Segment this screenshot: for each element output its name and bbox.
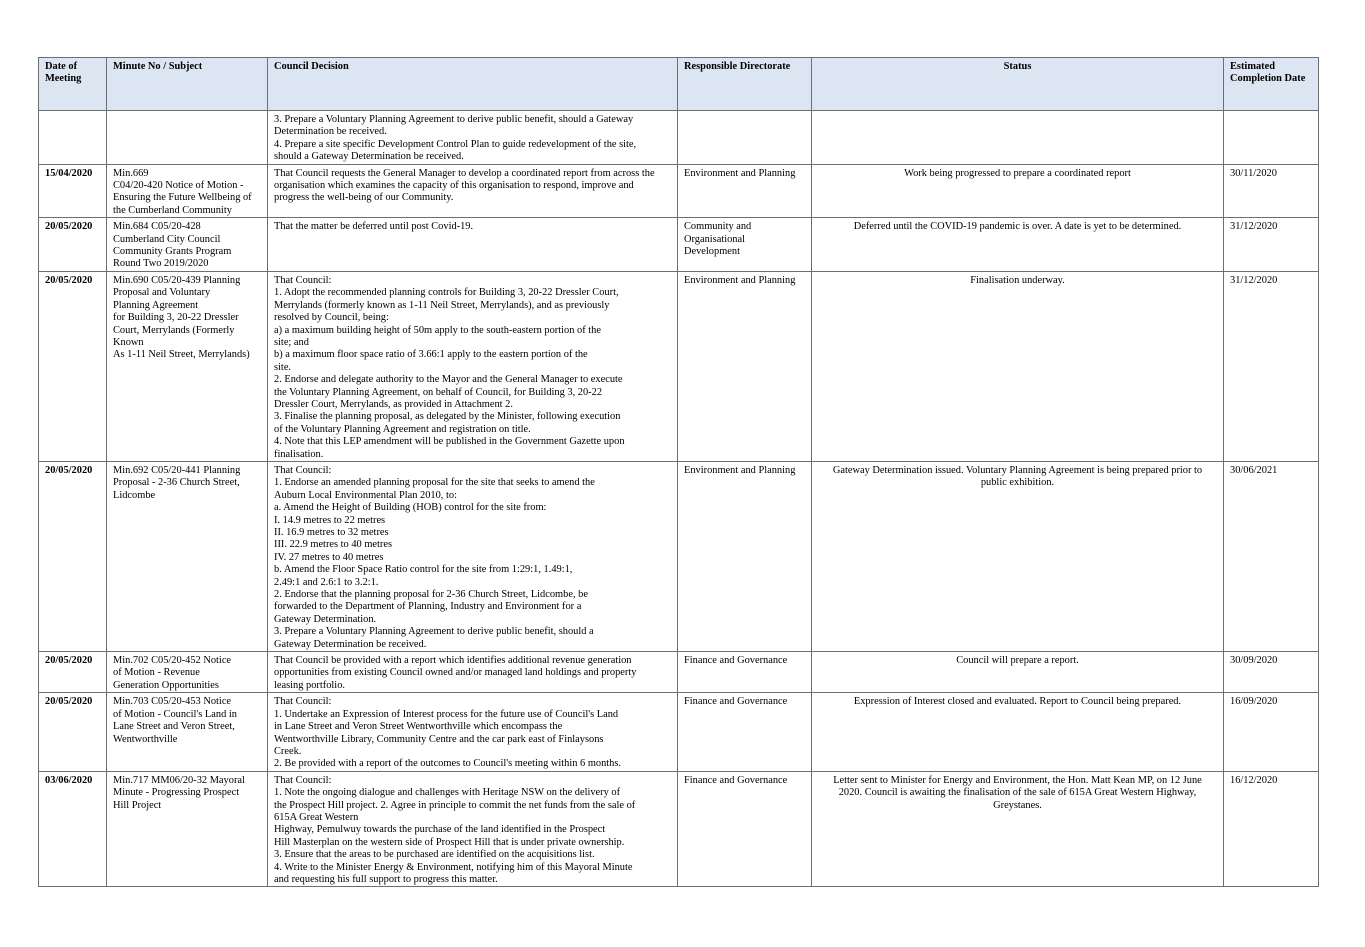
- text-line: II. 16.9 metres to 32 metres: [274, 527, 389, 538]
- text-line: As 1-11 Neil Street, Merrylands): [113, 349, 250, 361]
- text-line: Generation Opportunities: [113, 679, 219, 691]
- text-line: I. 14.9 metres to 22 metres: [274, 514, 386, 526]
- text-line: Min.684 C05/20-428: [113, 221, 201, 233]
- text-line: Planning Agreement: [113, 299, 199, 311]
- status-cell: [812, 111, 1224, 165]
- text-line: for Building 3, 20-22 Dressler: [113, 312, 239, 324]
- text-line: Court, Merrylands (Formerly: [113, 324, 235, 336]
- directorate-cell: [678, 218, 812, 272]
- text-line: 4. Note that this LEP amendment will be published in the Government Gazette upon: [274, 436, 625, 448]
- text-line: finalisation.: [274, 448, 324, 460]
- header-completion-date: Estimated Completion Date: [1224, 58, 1319, 111]
- text-line: Min.690 C05/20-439 Planning: [113, 274, 241, 286]
- text-line: Minute - Progressing Prospect: [113, 787, 240, 799]
- table-row: [39, 111, 1319, 165]
- text-line: progress the well-being of our Community.: [274, 192, 454, 204]
- text-line: of the Voluntary Planning Agreement and registration on title.: [274, 423, 531, 435]
- text-line: of Motion - Revenue: [113, 667, 200, 679]
- meeting-date: 20/05/2020: [45, 221, 93, 233]
- meeting-date: 20/05/2020: [45, 464, 93, 476]
- text-line: Finance and Governance: [684, 655, 788, 667]
- completion-date-cell: [1224, 652, 1319, 693]
- completion-date: 16/12/2020: [1230, 774, 1278, 786]
- text-line: Min.702 C05/20-452 Notice: [113, 655, 232, 667]
- completion-date: 31/12/2020: [1230, 274, 1278, 286]
- text-line: 4. Prepare a site specific Development Control Plan to guide redevelopment of the site,: [274, 138, 637, 150]
- text-line: b) a maximum floor space ratio of 3.66:1 apply to the eastern portion of the: [274, 349, 588, 361]
- minute-subject-cell: [107, 652, 268, 693]
- text-line: Merrylands (formerly known as 1-11 Neil Street, Merrylands), and as previously: [274, 299, 610, 311]
- text-line: Work being progressed to prepare a coordinated report: [904, 167, 1131, 179]
- status-cell: [812, 461, 1224, 651]
- text-line: Wentworthville: [113, 733, 178, 745]
- header-council-decision: Council Decision: [268, 58, 678, 111]
- text-line: should a Gateway Determination be received.: [274, 151, 464, 163]
- text-line: Highway, Pemulwuy towards the purchase of the land identified in the Prospect: [274, 824, 606, 836]
- completion-date: 31/12/2020: [1230, 221, 1278, 233]
- text-line: That Council:: [274, 696, 332, 708]
- text-line: the Voluntary Planning Agreement, on behalf of Council, for Building 3, 20-22: [274, 386, 603, 398]
- council-decision-cell: [268, 652, 678, 693]
- completion-date-cell: [1224, 693, 1319, 771]
- text-line: 2.49:1 and 2.6:1 to 3.2:1.: [274, 576, 379, 588]
- completion-date: 30/11/2020: [1230, 167, 1277, 179]
- text-line: leasing portfolio.: [274, 679, 345, 691]
- text-line: Min.717 MM06/20-32 Mayoral: [113, 774, 245, 786]
- text-line: C04/20-420 Notice of Motion -: [113, 180, 244, 192]
- text-line: Min.703 C05/20-453 Notice: [113, 696, 232, 708]
- text-line: That Council:: [274, 274, 332, 286]
- text-line: and requesting his full support to progress this matter.: [274, 873, 498, 885]
- text-line: Cumberland City Council: [113, 233, 221, 245]
- text-line: Hill Masterplan on the western side of Prospect Hill that is under private ownership.: [274, 836, 625, 848]
- completion-date-cell: [1224, 111, 1319, 165]
- text-line: 4. Write to the Minister Energy & Environment, notifying him of this Mayoral Minute: [274, 861, 633, 873]
- text-line: the Cumberland Community: [113, 204, 232, 216]
- table-row: [39, 461, 1319, 651]
- header-row: [39, 58, 1319, 111]
- completion-date-cell: [1224, 218, 1319, 272]
- council-decision-cell: [268, 111, 678, 165]
- text-line: Council will prepare a report.: [956, 655, 1079, 667]
- header-status: Status: [812, 58, 1224, 111]
- text-line: a) a maximum building height of 50m apply to the south-eastern portion of the: [274, 324, 601, 336]
- text-line: Determination be received.: [274, 126, 387, 138]
- text-line: site.: [274, 361, 292, 373]
- text-line: Auburn Local Environmental Plan 2010, to:: [274, 489, 457, 501]
- text-line: 1. Undertake an Expression of Interest process for the future use of Council's Land: [274, 708, 619, 720]
- text-line: Min.692 C05/20-441 Planning: [113, 464, 241, 476]
- meeting-date: 20/05/2020: [45, 696, 93, 708]
- text-line: in Lane Street and Veron Street Wentworthville which encompass the: [274, 721, 563, 733]
- text-line: Environment and Planning: [684, 274, 796, 286]
- status-cell: [812, 271, 1224, 461]
- text-line: That the matter be deferred until post Covid-19.: [274, 221, 474, 233]
- minute-subject-cell: [107, 271, 268, 461]
- text-line: IV. 27 metres to 40 metres: [274, 551, 384, 563]
- text-line: 3. Prepare a Voluntary Planning Agreement to derive public benefit, should a: [274, 626, 594, 638]
- minutes-action-table: [38, 57, 1319, 887]
- meeting-date-cell: [39, 218, 107, 272]
- directorate-cell: [678, 111, 812, 165]
- council-decision-cell: [268, 164, 678, 218]
- completion-date: 16/09/2020: [1230, 696, 1278, 708]
- meeting-date-cell: [39, 111, 107, 165]
- text-line: 1. Endorse an amended planning proposal for the site that seeks to amend the: [274, 477, 595, 489]
- minute-subject-cell: [107, 461, 268, 651]
- meeting-date-cell: [39, 693, 107, 771]
- directorate-cell: [678, 271, 812, 461]
- table-row: [39, 771, 1319, 887]
- text-line: Proposal - 2-36 Church Street,: [113, 477, 240, 489]
- text-line: a. Amend the Height of Building (HOB) control for the site from:: [274, 502, 547, 514]
- minute-subject-cell: [107, 693, 268, 771]
- table-row: [39, 164, 1319, 218]
- text-line: Lane Street and Veron Street,: [113, 721, 235, 733]
- text-line: Lidcombe: [113, 489, 156, 501]
- table-row: [39, 271, 1319, 461]
- header-minute-subject: Minute No / Subject: [107, 58, 268, 111]
- council-decision-cell: [268, 771, 678, 887]
- status-cell: [812, 164, 1224, 218]
- meeting-date: 20/05/2020: [45, 655, 93, 667]
- text-line: Known: [113, 336, 144, 348]
- council-decision-cell: [268, 218, 678, 272]
- meeting-date: 15/04/2020: [45, 167, 93, 179]
- text-line: 3. Prepare a Voluntary Planning Agreement to derive public benefit, should a Gateway: [274, 114, 634, 125]
- text-line: Gateway Determination be received.: [274, 638, 427, 650]
- text-line: Environment and Planning: [684, 464, 796, 476]
- text-line: Dressler Court, Merrylands, as provided in Attachment 2.: [274, 398, 513, 410]
- header-responsible-directorate: Responsible Directorate: [678, 58, 812, 111]
- text-line: Finance and Governance: [684, 774, 788, 786]
- text-line: 2020. Council is awaiting the finalisation of the sale of 615A Great Western Highway,: [838, 787, 1197, 799]
- text-line: opportunities from existing Council owned and/or managed land holdings and property: [274, 667, 637, 679]
- council-decision-cell: [268, 271, 678, 461]
- council-decision-cell: [268, 693, 678, 771]
- table-row: [39, 652, 1319, 693]
- text-line: Environment and Planning: [684, 167, 796, 179]
- meeting-date-cell: [39, 652, 107, 693]
- completion-date-cell: [1224, 461, 1319, 651]
- text-line: Deferred until the COVID-19 pandemic is over. A date is yet to be determined.: [853, 221, 1182, 233]
- meeting-date: 03/06/2020: [45, 774, 93, 786]
- table-body: [39, 111, 1319, 887]
- text-line: Letter sent to Minister for Energy and Environment, the Hon. Matt Kean MP, on 12 June: [833, 774, 1202, 786]
- text-line: 2. Endorse and delegate authority to the Mayor and the General Manager to execute: [274, 374, 623, 386]
- text-line: Finance and Governance: [684, 696, 788, 708]
- text-line: That Council:: [274, 464, 332, 476]
- meeting-date-cell: [39, 461, 107, 651]
- text-line: b. Amend the Floor Space Ratio control for the site from 1:29:1, 1.49:1,: [274, 564, 573, 576]
- text-line: 1. Adopt the recommended planning controls for Building 3, 20-22 Dressler Court,: [274, 287, 619, 299]
- directorate-cell: [678, 652, 812, 693]
- text-line: Finalisation underway.: [970, 274, 1065, 286]
- table-row: [39, 693, 1319, 771]
- directorate-cell: [678, 461, 812, 651]
- council-decision-cell: [268, 461, 678, 651]
- status-cell: [812, 693, 1224, 771]
- minute-subject-cell: [107, 164, 268, 218]
- text-line: Ensuring the Future Wellbeing of: [113, 192, 252, 204]
- status-cell: [812, 218, 1224, 272]
- text-line: Community Grants Program: [113, 246, 232, 258]
- text-line: resolved by Council, being:: [274, 312, 389, 324]
- text-line: That Council requests the General Manager to develop a coordinated report from across the: [274, 167, 655, 179]
- text-line: forwarded to the Department of Planning, Industry and Environment for a: [274, 601, 582, 613]
- text-line: Development: [684, 246, 740, 258]
- text-line: site; and: [274, 336, 309, 348]
- minute-subject-cell: [107, 771, 268, 887]
- minute-subject-cell: [107, 111, 268, 165]
- meeting-date: 20/05/2020: [45, 274, 93, 286]
- text-line: Round Two 2019/2020: [113, 258, 209, 270]
- completion-date-cell: [1224, 771, 1319, 887]
- text-line: Greystanes.: [993, 799, 1042, 811]
- directorate-cell: [678, 693, 812, 771]
- text-line: 3. Ensure that the areas to be purchased are identified on the acquisitions list.: [274, 849, 595, 861]
- completion-date: 30/09/2020: [1230, 655, 1278, 667]
- text-line: Expression of Interest closed and evaluated. Report to Council being prepared.: [853, 696, 1182, 708]
- text-line: 3. Finalise the planning proposal, as delegated by the Minister, following execution: [274, 411, 621, 423]
- directorate-cell: [678, 771, 812, 887]
- meeting-date-cell: [39, 771, 107, 887]
- directorate-cell: [678, 164, 812, 218]
- meeting-date-cell: [39, 164, 107, 218]
- text-line: Gateway Determination issued. Voluntary Planning Agreement is being prepared prior to: [832, 464, 1203, 476]
- text-line: Hill Project: [113, 799, 162, 811]
- completion-date: 30/06/2021: [1230, 464, 1278, 476]
- completion-date-cell: [1224, 271, 1319, 461]
- text-line: Min.669: [113, 167, 149, 179]
- text-line: 2. Endorse that the planning proposal for 2-36 Church Street, Lidcombe, be: [274, 589, 588, 601]
- status-cell: [812, 652, 1224, 693]
- text-line: That Council:: [274, 774, 332, 786]
- text-line: Organisational: [684, 233, 745, 245]
- text-line: Gateway Determination.: [274, 613, 377, 625]
- text-line: organisation which examines the capacity of this organisation to respond, improve and: [274, 180, 634, 192]
- text-line: Proposal and Voluntary: [113, 287, 211, 299]
- text-line: public exhibition.: [980, 477, 1055, 489]
- text-line: 615A Great Western: [274, 811, 359, 823]
- status-cell: [812, 771, 1224, 887]
- header-date: Date of Meeting: [39, 58, 107, 111]
- text-line: Wentworthville Library, Community Centre and the car park east of Finlaysons: [274, 733, 604, 745]
- text-line: Community and: [684, 221, 752, 233]
- text-line: of Motion - Council's Land in: [113, 708, 237, 720]
- text-line: 2. Be provided with a report of the outcomes to Council's meeting within 6 months.: [274, 758, 622, 770]
- meeting-date-cell: [39, 271, 107, 461]
- text-line: the Prospect Hill project. 2. Agree in principle to commit the net funds from the sale of: [274, 799, 636, 811]
- text-line: 1. Note the ongoing dialogue and challenges with Heritage NSW on the delivery of: [274, 787, 621, 799]
- minute-subject-cell: [107, 218, 268, 272]
- text-line: That Council be provided with a report which identifies additional revenue generation: [274, 655, 632, 667]
- table-row: [39, 218, 1319, 272]
- text-line: Creek.: [274, 745, 302, 757]
- text-line: III. 22.9 metres to 40 metres: [274, 539, 393, 551]
- completion-date-cell: [1224, 164, 1319, 218]
